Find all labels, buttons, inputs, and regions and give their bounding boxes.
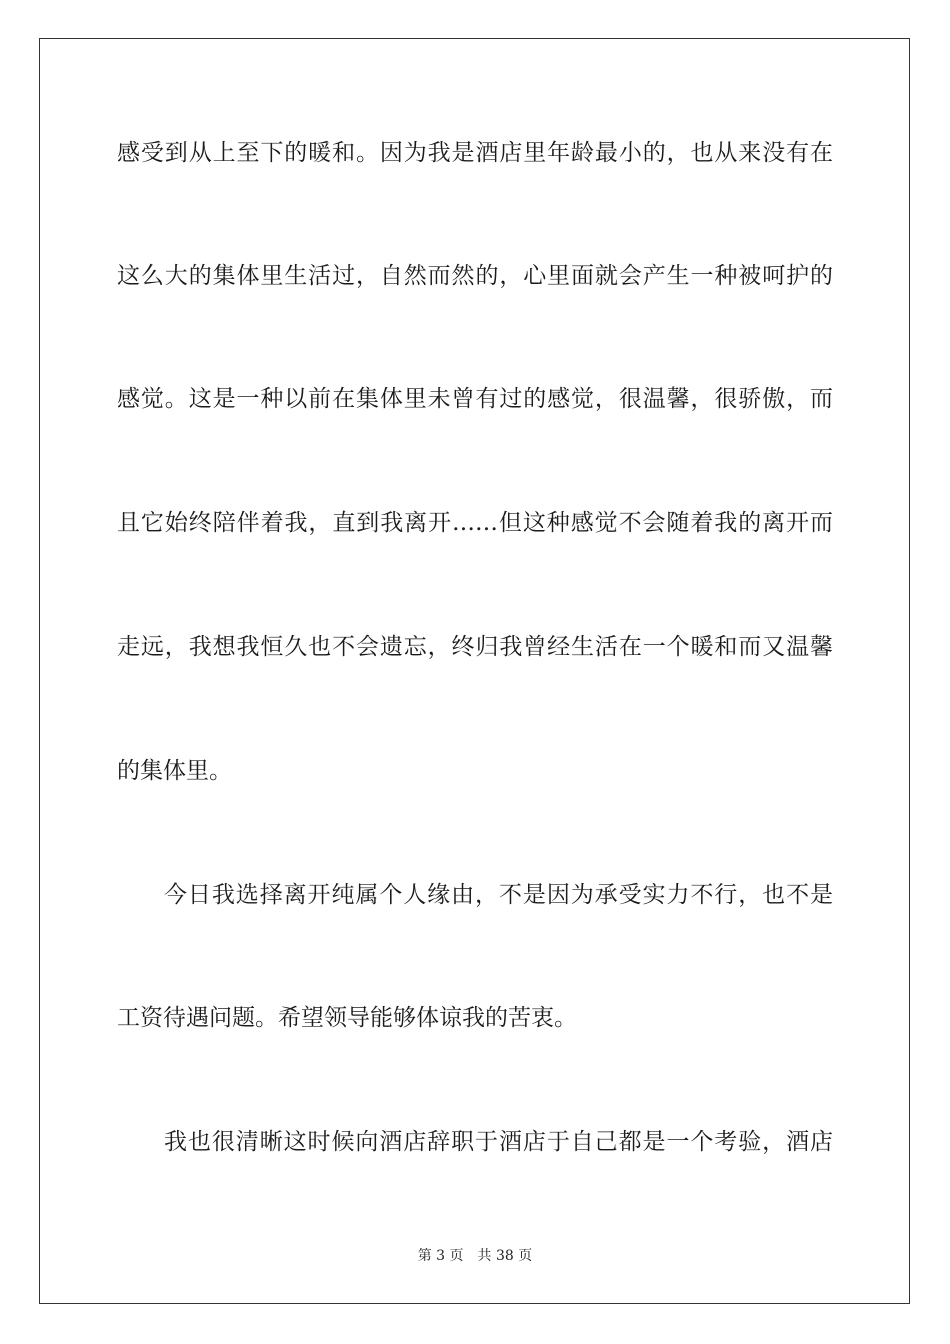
paragraph-line: 我也很清晰这时候向酒店辞职于酒店于自己都是一个考验，酒店 xyxy=(164,1129,833,1155)
paragraph-line: 的集体里。 xyxy=(117,758,232,784)
page-border xyxy=(39,38,910,1304)
paragraph-line: 且它始终陪伴着我，直到我离开……但这种感觉不会随着我的离开而 xyxy=(117,510,833,536)
page-total: 共 38 页 xyxy=(477,1248,533,1264)
paragraph-line: 感受到从上至下的暖和。因为我是酒店里年龄最小的，也从来没有在 xyxy=(117,140,833,166)
page-footer xyxy=(0,1244,950,1268)
page-number: 第 3 页 xyxy=(417,1248,464,1264)
paragraph-line: 这么大的集体里生活过，自然而然的，心里面就会产生一种被呵护的 xyxy=(117,263,833,289)
paragraph-line: 走远，我想我恒久也不会遗忘，终归我曾经生活在一个暖和而又温馨 xyxy=(117,634,833,660)
paragraph-line: 工资待遇问题。希望领导能够体谅我的苦衷。 xyxy=(117,1005,577,1031)
paragraph-line: 感觉。这是一种以前在集体里未曾有过的感觉，很温馨，很骄傲，而 xyxy=(117,386,833,412)
paragraph-line: 今日我选择离开纯属个人缘由，不是因为承受实力不行，也不是 xyxy=(164,882,833,908)
